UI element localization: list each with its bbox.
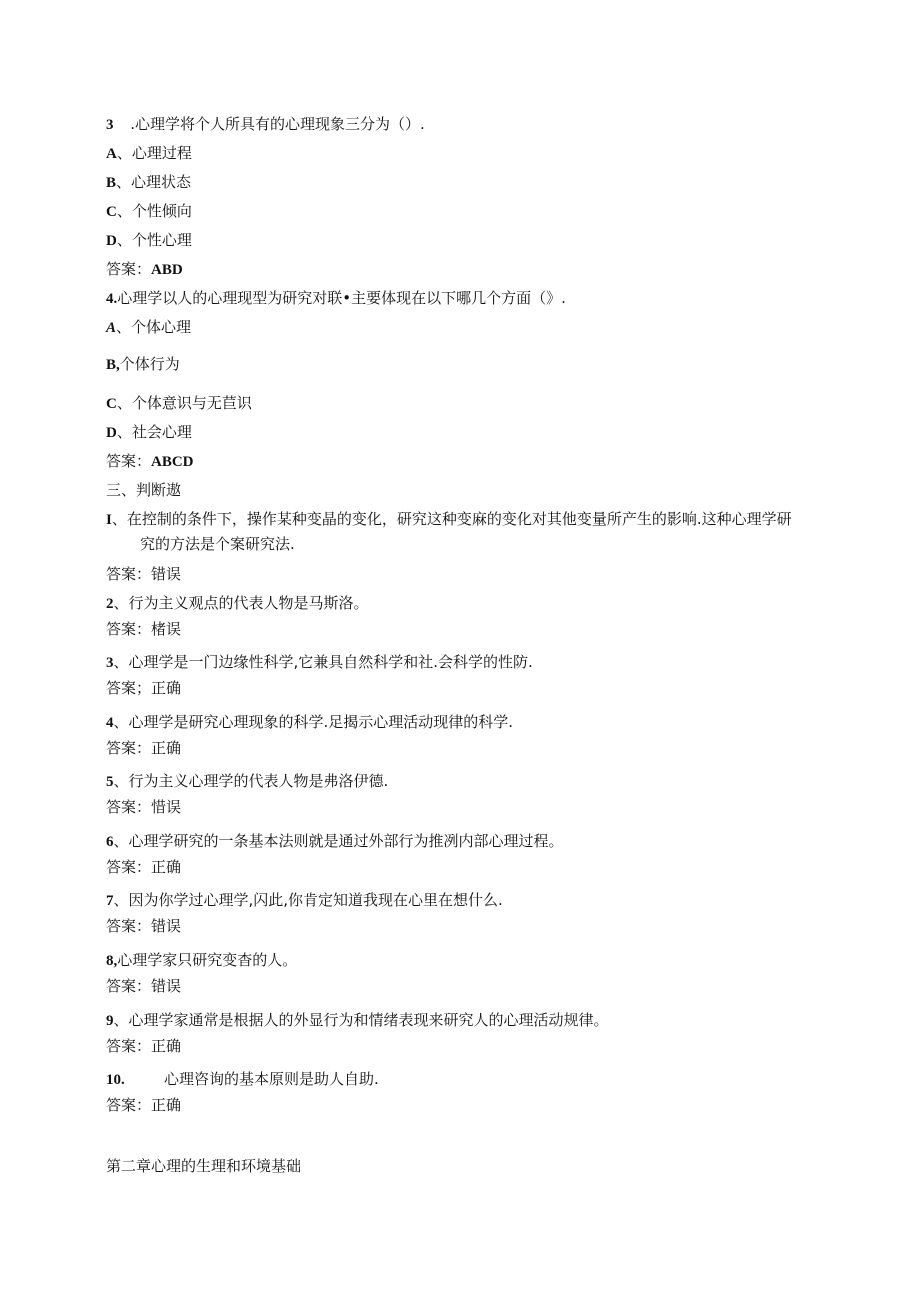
option-a — [106, 142, 192, 165]
answer-label: 答案： — [106, 452, 152, 470]
question-number: 4. — [106, 291, 118, 307]
question-number: 2 — [106, 596, 114, 612]
question-number: 7 — [106, 893, 114, 909]
tf-question-9 — [106, 1009, 609, 1032]
option-c — [106, 200, 192, 223]
question-number: 10. — [106, 1072, 125, 1088]
option-d — [106, 421, 192, 444]
answer-value: ABD — [151, 262, 183, 278]
option-letter: A — [106, 320, 117, 336]
answer-value: ABCD — [151, 454, 194, 470]
answer-line: 答案：错误 — [106, 565, 182, 583]
question-text: 、心理学家通常是根据人的外显行为和情绪表现来研究人的心理活动规律。 — [113, 1011, 609, 1029]
section-title: 三、判断遨 — [106, 481, 182, 499]
answer-line: 答案：错误 — [106, 917, 182, 935]
question-number: 3 — [106, 117, 114, 133]
tf-question-5 — [106, 770, 388, 793]
tf-question-4 — [106, 711, 513, 734]
option-text: 、社会心理 — [116, 423, 192, 441]
tf-question-10 — [106, 1068, 379, 1091]
tf-question-8 — [106, 949, 297, 972]
question-text: .心理学将个人所具有的心理现象三分为（）. — [130, 115, 425, 133]
answer-line: 答案；正确 — [106, 679, 182, 697]
tf-question-7 — [106, 889, 503, 912]
question-text: 、行为主义观点的代表人物是马斯洛。 — [113, 594, 369, 612]
question-text: 、行为主义心理学的代表人物是弗洛伊德. — [113, 772, 389, 790]
option-text: 、个体心理 — [116, 318, 192, 336]
question-3 — [106, 113, 425, 136]
question-number: 3 — [106, 655, 114, 671]
answer-line: 答案：正确 — [106, 739, 182, 757]
option-text: 、个性倾向 — [116, 202, 192, 220]
answer-label: 答案： — [106, 260, 152, 278]
tf-question-3 — [106, 651, 533, 674]
answer-line: 答案：惜误 — [106, 798, 182, 816]
option-letter: D — [106, 233, 117, 249]
option-text: 、个性心理 — [116, 231, 192, 249]
answer-line: 答案：正确 — [106, 858, 182, 876]
option-b — [106, 353, 180, 376]
question-text: 心理学家只研究变杳的人。 — [117, 951, 298, 969]
option-text: 个体行为 — [119, 355, 180, 373]
question-text: 、心理学是研究心理现象的科学.足揭示心理活动现律的科学. — [113, 713, 514, 731]
question-text: 、因为你学过心理学,闪此,你肯定知道我现在心里在想什么. — [113, 891, 503, 909]
tf-question-2 — [106, 592, 369, 615]
tf-question-6 — [106, 830, 564, 853]
option-text: 、个体意识与无苣识 — [116, 394, 252, 412]
option-letter: C — [106, 396, 117, 412]
question-text: 心理学以人的心理现型为研究对联•主要体现在以下哪几个方面（》. — [117, 289, 566, 307]
question-text-continued: 究的方法是个案研究法. — [140, 535, 295, 553]
option-letter: B — [106, 175, 117, 191]
option-text: 、心理状态 — [116, 173, 192, 191]
answer-line — [106, 450, 194, 473]
chapter-title: 第二章心理的生理和环境基础 — [106, 1157, 302, 1175]
option-c — [106, 392, 252, 415]
option-text: 、心理过程 — [116, 144, 192, 162]
answer-line — [106, 258, 183, 281]
question-number: I — [106, 512, 112, 528]
question-number: 5 — [106, 774, 114, 790]
question-number: 9 — [106, 1013, 114, 1029]
answer-line: 答案：正确 — [106, 1096, 182, 1114]
option-b — [106, 171, 191, 194]
question-number: 4 — [106, 715, 114, 731]
answer-line: 答案：楮误 — [106, 620, 182, 638]
answer-line: 答案：错误 — [106, 977, 182, 995]
question-text: 、在控制的条件下，操作某种变晶的变化，研究这种变麻的变化对其他变量所产生的影响.这种心理学研 — [111, 510, 792, 528]
question-number: 6 — [106, 834, 114, 850]
tf-question-1 — [106, 508, 792, 531]
question-number: 8, — [106, 953, 118, 969]
option-letter: A — [106, 146, 117, 162]
option-d — [106, 229, 192, 252]
question-4 — [106, 287, 566, 310]
option-letter: C — [106, 204, 117, 220]
question-text: 、心理学研究的一条基本法则就是通过外部行为推冽内部心理过程。 — [113, 832, 564, 850]
question-text: 、心理学是一门边缘性科学,它兼具自然科学和社.会科学的性防. — [113, 653, 533, 671]
option-a — [106, 316, 191, 339]
question-text: 心理咨询的基本原则是助人自助. — [164, 1070, 379, 1088]
answer-line: 答案：正确 — [106, 1037, 182, 1055]
option-letter: D — [106, 425, 117, 441]
option-letter: B, — [106, 357, 120, 373]
